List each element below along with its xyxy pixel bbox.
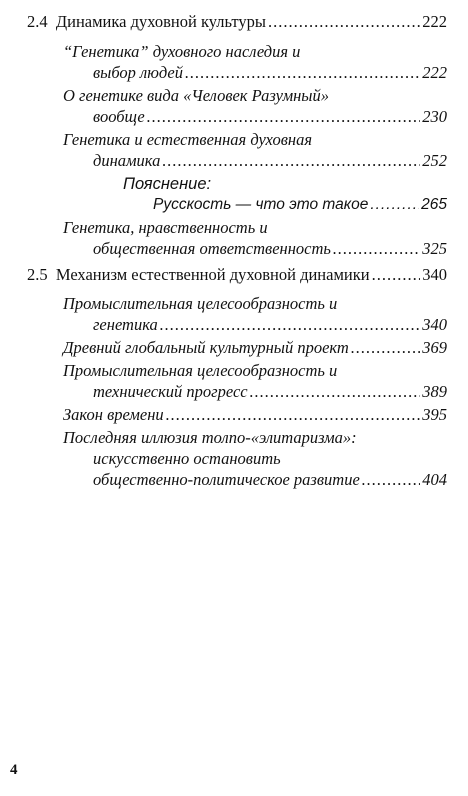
dot-leader xyxy=(160,315,420,335)
dot-leader xyxy=(250,382,421,402)
toc-entry-title-line: Последняя иллюзия толпо-«элитаризма»: xyxy=(63,428,357,447)
section-number: 2.5 xyxy=(27,265,48,284)
toc-entry-natural-dynamics xyxy=(93,151,447,171)
toc-entry-title-line: Пояснение: xyxy=(123,175,212,193)
section-title: Механизм естественной духовной динамики xyxy=(55,265,370,284)
page-ref: 395 xyxy=(422,405,447,424)
page-ref: 265 xyxy=(421,196,447,213)
dot-leader xyxy=(372,265,421,285)
dot-leader xyxy=(166,405,421,425)
toc-entry-title-line: технический прогресс xyxy=(93,382,248,401)
toc-entry-providential-genetics xyxy=(93,315,447,335)
toc-section-2-5 xyxy=(27,265,447,285)
page-ref: 340 xyxy=(422,315,447,334)
toc-entry-title-line: общественная ответственность xyxy=(93,239,331,258)
toc-entry-title-line: Промыслительная целесообразность и xyxy=(63,294,338,313)
toc-entry-title-line: выбор людей xyxy=(93,63,183,82)
toc-entry-title-line: генетика xyxy=(93,315,158,334)
dot-leader xyxy=(268,12,420,32)
toc-entry-title-line: Генетика, нравственность и xyxy=(63,218,268,237)
page-ref: 369 xyxy=(422,338,447,357)
page-ref: 230 xyxy=(422,107,447,126)
toc-entry-title-line: Древний глобальный культурный проект xyxy=(63,338,349,357)
toc-entry-title-line: Промыслительная целесообразность и xyxy=(63,361,338,380)
page-ref: 222 xyxy=(422,63,447,82)
section-title: Динамика духовной культуры xyxy=(55,12,266,31)
toc-entry-title-line: общественно-политическое развитие xyxy=(93,470,360,489)
toc-section-2-4 xyxy=(27,12,447,32)
toc-entry-title-line: Закон времени xyxy=(63,405,164,424)
toc-entry-russkost xyxy=(153,195,447,215)
toc-entry-responsibility xyxy=(93,239,447,259)
dot-leader xyxy=(185,63,420,83)
page-ref: 340 xyxy=(422,265,447,284)
page-ref: 389 xyxy=(422,382,447,401)
page-ref: 325 xyxy=(422,239,447,258)
toc-entry-title-line: О генетике вида «Человек Разумный» xyxy=(63,86,329,105)
dot-leader xyxy=(333,239,420,259)
toc-entry-homo-sapiens xyxy=(93,107,447,127)
page-number: 4 xyxy=(10,762,18,778)
toc-entry-title-line: “Генетика” духовного наследия и xyxy=(63,42,301,61)
toc-entry-ancient-project xyxy=(63,338,447,358)
dot-leader xyxy=(162,151,420,171)
toc-entry-title-line: Русскость — что это такое xyxy=(153,196,369,213)
page-ref: 404 xyxy=(422,470,447,489)
toc-entry-title-line: Генетика и естественная духовная xyxy=(63,130,312,149)
section-number: 2.4 xyxy=(27,12,48,31)
toc-entry-last-illusion xyxy=(93,470,447,490)
toc-entry-genetics-heritage xyxy=(93,63,447,83)
toc-entry-title-line: искусственно остановить xyxy=(93,449,281,468)
page-ref: 222 xyxy=(422,12,447,31)
dot-leader xyxy=(147,107,421,127)
dot-leader xyxy=(370,195,419,215)
dot-leader xyxy=(351,338,420,358)
toc-entry-title-line: вообще xyxy=(93,107,145,126)
toc-entry-title-line: динамика xyxy=(93,151,161,170)
page-ref: 252 xyxy=(422,151,447,170)
dot-leader xyxy=(362,470,420,490)
toc-entry-law-of-time xyxy=(63,405,447,425)
toc-entry-technical-progress xyxy=(93,382,447,402)
